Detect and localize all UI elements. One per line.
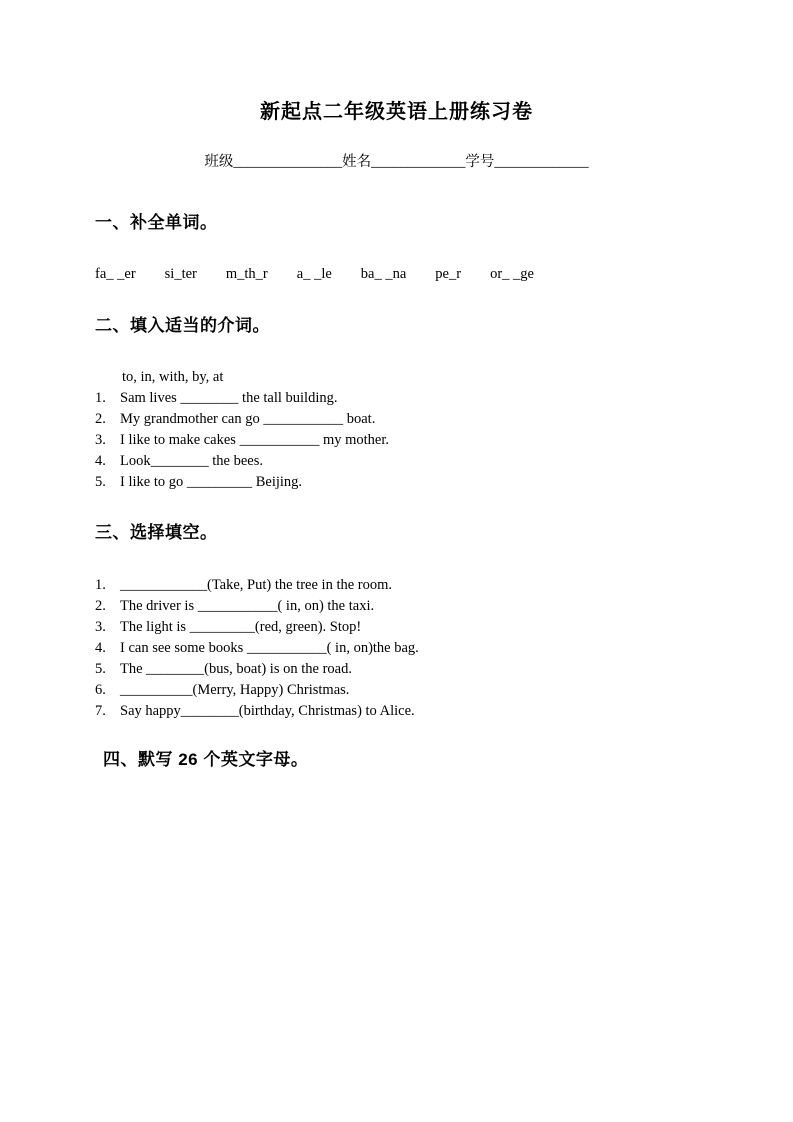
word-apple: a_ _le bbox=[296, 266, 332, 282]
complete-words-row bbox=[95, 265, 698, 283]
section4-heading: 四、默写 26 个英文字母。 bbox=[103, 750, 309, 769]
item-number: 4. bbox=[95, 453, 106, 469]
word-pear: pe_r bbox=[435, 266, 462, 282]
item-number: 5. bbox=[95, 661, 106, 677]
name-blank: _____________ bbox=[371, 154, 466, 170]
exercise-item bbox=[95, 638, 698, 659]
item-number: 3. bbox=[95, 432, 106, 448]
item-text: I can see some books ___________( in, on)the bag. bbox=[120, 640, 419, 656]
section2-heading: 二、填入适当的介词。 bbox=[95, 316, 270, 335]
exercise-item bbox=[95, 596, 698, 617]
section3-item-list bbox=[95, 575, 698, 722]
exercise-item bbox=[95, 617, 698, 638]
exercise-item bbox=[95, 701, 698, 722]
item-text: Look________ the bees. bbox=[120, 453, 263, 469]
item-number: 4. bbox=[95, 640, 106, 656]
name-label: 姓名 bbox=[342, 154, 372, 170]
item-number: 2. bbox=[95, 411, 106, 427]
exercise-item bbox=[95, 575, 698, 596]
section3-heading: 三、选择填空。 bbox=[95, 523, 218, 542]
section1-heading: 一、补全单词。 bbox=[95, 213, 218, 232]
student-id-blank: _____________ bbox=[494, 154, 589, 170]
exercise-item bbox=[95, 472, 698, 493]
exercise-item bbox=[95, 430, 698, 451]
class-blank: _______________ bbox=[233, 154, 343, 170]
item-number: 3. bbox=[95, 619, 106, 635]
item-text: The driver is ___________( in, on) the taxi. bbox=[120, 598, 375, 614]
item-text: My grandmother can go ___________ boat. bbox=[120, 411, 376, 427]
item-number: 1. bbox=[95, 577, 106, 593]
word-banana: ba_ _na bbox=[360, 266, 407, 282]
word-orange: or_ _ge bbox=[490, 266, 534, 282]
item-number: 1. bbox=[95, 390, 106, 406]
word-mother: m_th_r bbox=[225, 266, 268, 282]
student-id-label: 学号 bbox=[465, 154, 495, 170]
class-label: 班级 bbox=[204, 154, 234, 170]
item-number: 7. bbox=[95, 703, 106, 719]
item-text: I like to make cakes ___________ my mother. bbox=[120, 432, 390, 448]
item-number: 5. bbox=[95, 474, 106, 490]
page-title: 新起点二年级英语上册练习卷 bbox=[260, 101, 533, 123]
preposition-word-bank: to, in, with, by, at bbox=[122, 369, 224, 385]
student-info-line bbox=[95, 153, 698, 171]
exercise-item bbox=[95, 451, 698, 472]
item-text: I like to go _________ Beijing. bbox=[120, 474, 303, 490]
word-sister: si_ter bbox=[164, 266, 197, 282]
item-text: The ________(bus, boat) is on the road. bbox=[120, 661, 352, 677]
item-text: The light is _________(red, green). Stop! bbox=[120, 619, 362, 635]
item-text: Sam lives ________ the tall building. bbox=[120, 390, 338, 406]
item-number: 2. bbox=[95, 598, 106, 614]
exercise-item bbox=[95, 659, 698, 680]
word-father: fa_ _er bbox=[95, 266, 136, 282]
exercise-item bbox=[95, 409, 698, 430]
item-text: Say happy________(birthday, Christmas) to Alice. bbox=[120, 703, 415, 719]
item-text: __________(Merry, Happy) Christmas. bbox=[120, 682, 350, 698]
exercise-item bbox=[95, 388, 698, 409]
item-text: ____________(Take, Put) the tree in the room. bbox=[120, 577, 393, 593]
item-number: 6. bbox=[95, 682, 106, 698]
section2-item-list bbox=[95, 388, 698, 493]
exercise-item bbox=[95, 680, 698, 701]
